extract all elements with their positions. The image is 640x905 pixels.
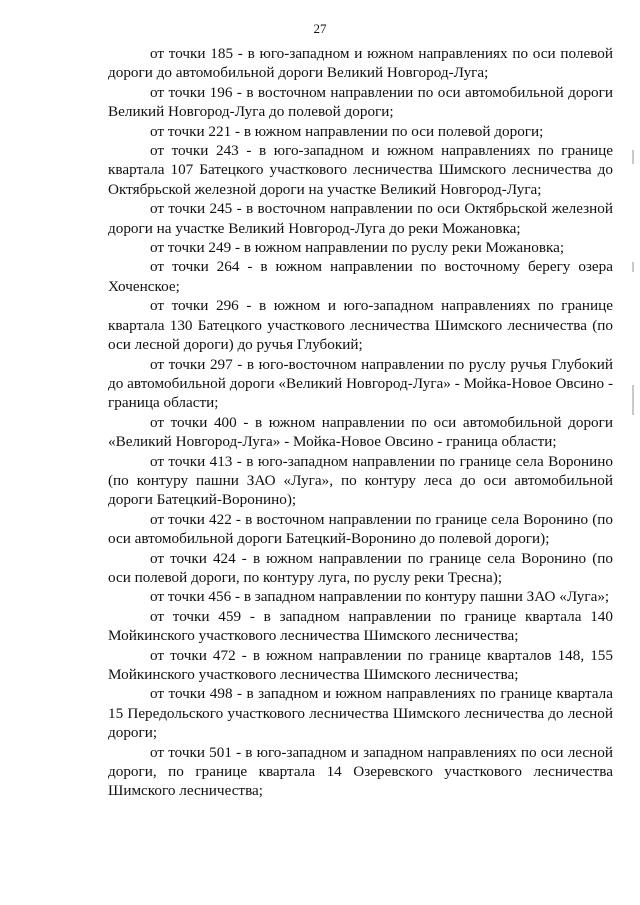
boundary-paragraph: от точки 459 - в западном направлении по границе квартала 140 Мойкинского участкового лесничества Шимского лесничества; [108,607,613,645]
boundary-paragraph: от точки 245 - в восточном направлении по оси Октябрьской железной дороги на участке Великий Новгород-Луга до реки Можановка; [108,200,613,237]
boundary-paragraph: от точки 498 - в западном и южном направлениях по границе квартала 15 Передольского участкового лесничества Шимского лесничества до лесной дороги; [108,685,613,742]
boundary-description-text [108,44,613,801]
boundary-paragraph: от точки 413 - в юго-западном направлении по границе села Воронино (по контуру пашни ЗАО «Луга», по контуру леса до оси автомобильной дороги Батецкий-Воронино); [108,452,613,509]
boundary-paragraph: от точки 249 - в южном направлении по руслу реки Можановка; [150,239,565,257]
scan-edge-mark [632,150,634,164]
boundary-paragraph: от точки 501 - в юго-западном и западном направлениях по оси лесной дороги, по границе квартала 14 Озеревского участкового лесничества Шимского лесничества; [108,743,613,800]
scan-edge-mark [632,385,634,415]
boundary-paragraph: от точки 243 - в юго-западном и южном направлениях по границе квартала 107 Батецкого участкового лесничества Шимского лесничества до Октябрьской железной дороги на участке Великий Новгород-Луга; [108,142,613,198]
boundary-paragraph: от точки 264 - в южном направлении по восточному берегу озера Хоченское; [108,258,613,295]
boundary-paragraph: от точки 424 - в южном направлении по границе села Воронино (по оси полевой дороги, по контуру луга, по руслу реки Тресна); [108,549,613,586]
boundary-paragraph: от точки 221 - в южном направлении по оси полевой дороги; [150,122,544,140]
boundary-paragraph: от точки 297 - в юго-восточном направлении по руслу ручья Глубокий до автомобильной дороги «Великий Новгород-Луга» - Мойка-Новое Овсино - граница области; [108,355,613,412]
boundary-paragraph: от точки 185 - в юго-западном и южном направлениях по оси полевой дороги до автомобильной дороги Великий Новгород-Луга; [108,45,613,82]
boundary-paragraph: от точки 196 - в восточном направлении по оси автомобильной дороги Великий Новгород-Луга до полевой дороги; [108,83,613,121]
scan-edge-mark [632,262,634,272]
boundary-paragraph: от точки 296 - в южном и юго-западном направлениях по границе квартала 130 Батецкого участкового лесничества Шимского лесничества (по оси лесной дороги) до ручья Глубокий; [108,297,613,354]
page-number: 27 [313,21,327,36]
boundary-paragraph: от точки 472 - в южном направлении по границе кварталов 148, 155 Мойкинского участкового лесничества Шимского лесничества; [108,646,613,683]
boundary-paragraph: от точки 422 - в восточном направлении по границе села Воронино (по оси автомобильной дороги Батецкий-Воронино до полевой дороги); [108,510,613,548]
boundary-paragraph: от точки 400 - в южном направлении по оси автомобильной дороги «Великий Новгород-Луга» - Мойка-Новое Овсино - граница области; [108,413,613,451]
boundary-paragraph: от точки 456 - в западном направлении по контуру пашни ЗАО «Луга»; [150,588,610,606]
